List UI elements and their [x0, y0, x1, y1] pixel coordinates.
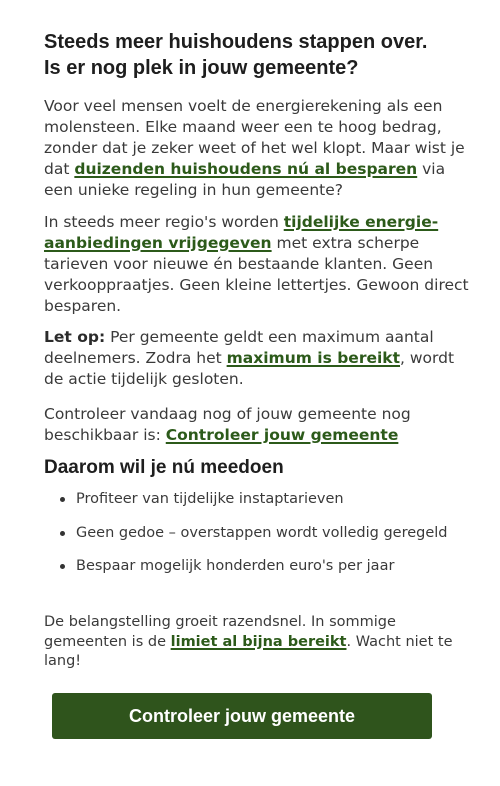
benefit-text: Profiteer van tijdelijke instaptarieven: [76, 491, 344, 507]
page-title: [44, 29, 464, 81]
headline-line-2: Is er nog plek in jouw gemeente?: [44, 57, 359, 79]
maximum-reached-link[interactable]: maximum is bereikt: [226, 349, 401, 367]
urgency-text-2: . Wacht niet te lang!: [44, 633, 453, 669]
urgency-paragraph: [44, 613, 472, 672]
warning-label: Let op:: [44, 328, 106, 346]
intro-paragraph: [44, 96, 472, 201]
urgency-text-1: De belangstelling groeit razendsnel. In sommige gemeenten is de: [44, 614, 396, 650]
bullet-icon: [60, 497, 65, 502]
check-municipality-button[interactable]: Controleer jouw gemeente: [52, 693, 432, 739]
offers-text-1: In steeds meer regio's worden: [44, 213, 284, 231]
warning-paragraph: [44, 327, 472, 390]
warning-text-1: Per gemeente geldt een maximum aantal deelnemers. Zodra het: [44, 328, 434, 367]
bullet-icon: [60, 564, 65, 569]
offers-paragraph: [44, 212, 472, 317]
energy-offers-link[interactable]: tijdelijke energie-aanbiedingen vrijgegeven: [44, 213, 439, 252]
benefit-text: Geen gedoe – overstappen wordt volledig geregeld: [76, 525, 448, 541]
benefits-list: [60, 489, 460, 576]
benefit-item: [60, 556, 460, 576]
bullet-icon: [60, 531, 65, 536]
offers-text-2: met extra scherpe tarieven voor nieuwe én bestaande klanten. Geen verkooppraatjes. Geen kleine lettertjes. Gewoon direct besparen.: [44, 234, 469, 315]
intro-text-1: Voor veel mensen voelt de energierekening als een molensteen. Elke maand weer een te hoog bedrag, zonder dat je zeker weet of het wel klopt. Maar wist je dat: [44, 97, 465, 178]
benefit-item: [60, 523, 460, 543]
warning-text-2: , wordt de actie tijdelijk gesloten.: [44, 349, 455, 388]
headline-line-1: Steeds meer huishoudens stappen over.: [44, 31, 428, 53]
households-saving-link[interactable]: duizenden huishoudens nú al besparen: [74, 160, 418, 178]
check-paragraph: [44, 404, 472, 446]
benefits-heading: Daarom wil je nú meedoen: [44, 457, 284, 478]
check-text: Controleer vandaag nog of jouw gemeente nog beschikbaar is:: [44, 405, 411, 444]
intro-text-2: via een unieke regeling in hun gemeente?: [44, 160, 446, 199]
check-municipality-link[interactable]: Controleer jouw gemeente: [165, 426, 399, 444]
benefit-text: Bespaar mogelijk honderden euro's per jaar: [76, 558, 395, 574]
limit-reached-link[interactable]: limiet al bijna bereikt: [170, 633, 347, 650]
benefit-item: [60, 489, 460, 509]
